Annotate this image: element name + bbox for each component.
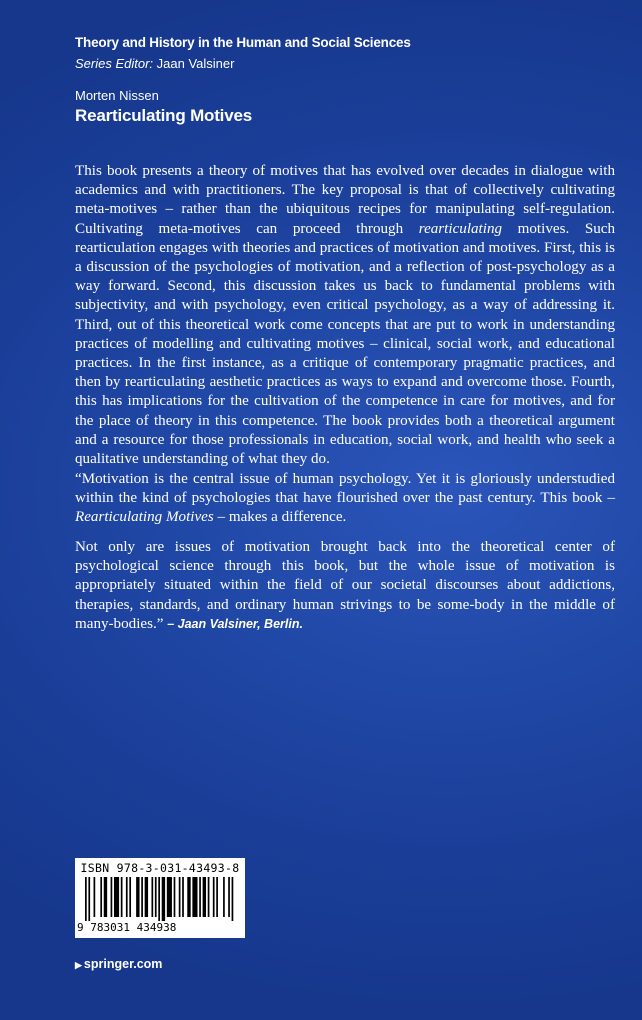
barcode-bar bbox=[151, 877, 153, 917]
barcode-bar bbox=[111, 877, 113, 917]
barcode-bar bbox=[121, 877, 123, 917]
barcode-bar bbox=[187, 877, 190, 917]
barcode-bar bbox=[167, 877, 172, 917]
book-description bbox=[75, 162, 615, 469]
barcode-bar bbox=[94, 877, 96, 917]
publisher-link[interactable] bbox=[75, 957, 162, 971]
barcode-bar bbox=[145, 877, 148, 917]
barcode-bar bbox=[100, 877, 102, 917]
barcode-bar bbox=[213, 877, 215, 917]
endorsement-quote-2 bbox=[75, 538, 615, 634]
barcode-bar bbox=[155, 877, 157, 917]
author-name: Morten Nissen bbox=[75, 88, 159, 103]
barcode-bar bbox=[223, 877, 225, 917]
barcode-bar bbox=[203, 877, 206, 917]
series-editor-label: Series Editor: bbox=[75, 56, 154, 71]
barcode-bars bbox=[85, 877, 235, 921]
blurb-part-1: This book presents a theory of motives that has evolved over decades in dialogue with academics and with practitioners. The key proposal is that of collectively cultivating meta-motives – rather than the ubiquitous recipes for manipulating self-regulation. Cultivating meta-motives can proceed through bbox=[75, 163, 615, 237]
barcode-bar bbox=[114, 877, 119, 917]
barcode-bar bbox=[129, 877, 131, 917]
barcode-bar bbox=[192, 877, 197, 917]
quote-p1-start: “Motivation is the central issue of human psychology. Yet it is gloriously understudied within the kind of psychologies that have flourished over the past century. This book – bbox=[75, 471, 615, 507]
barcode-bar bbox=[158, 877, 160, 921]
endorsement-quote-1 bbox=[75, 470, 615, 528]
barcode-bar bbox=[136, 877, 139, 917]
barcode-bar bbox=[141, 877, 143, 917]
barcode-bar bbox=[182, 877, 184, 917]
barcode-bar bbox=[104, 877, 107, 917]
quote-book-title: Rearticulating Motives bbox=[75, 509, 214, 526]
barcode-bar bbox=[216, 877, 218, 917]
barcode-bar bbox=[232, 877, 234, 921]
series-editor-name: Jaan Valsiner bbox=[153, 56, 235, 71]
barcode-bar bbox=[162, 877, 165, 921]
barcode-bar bbox=[179, 877, 181, 917]
book-title: Rearticulating Motives bbox=[75, 106, 252, 125]
blurb-emphasis: rearticulating bbox=[418, 220, 503, 237]
barcode-bar bbox=[126, 877, 128, 917]
barcode-bar bbox=[85, 877, 87, 921]
series-title: Theory and History in the Human and Social Sciences bbox=[75, 35, 411, 50]
quote-attribution: – Jaan Valsiner, Berlin. bbox=[167, 616, 303, 631]
isbn-label: ISBN 978-3-031-43493-8 bbox=[80, 861, 240, 875]
quote-p2: Not only are issues of motivation brought back into the theoretical center of psychological science through this book, but the whole issue of motivation is appropriately situated within the field of our societal discourses about addictions, therapies, standards, and ordinary human strivings to be some-body in the middle of many-bodies.” bbox=[75, 539, 615, 632]
isbn-barcode bbox=[75, 858, 245, 938]
publisher-url: springer.com bbox=[83, 957, 163, 971]
isbn-digits: 9 783031 434938 bbox=[77, 921, 177, 934]
barcode-bar bbox=[208, 877, 210, 917]
series-editor bbox=[75, 56, 234, 71]
arrow-icon: ▶ bbox=[75, 960, 82, 970]
barcode-bar bbox=[228, 877, 230, 917]
blurb-part-2: motives. Such rearticulation engages with theories and practices of motivation and motives. First, this is a discussion of the psychologies of motivation, and a reflection of post-psychology as a way forward. Second, this discussion takes us back to fundamental problems with subjectivity, and with psychology, even critical psychology, as a way of addressing it. Third, out of this theoretical work come concepts that are put to work in understanding practices of modelling and cultivating motives – clinical, social work, and educational practices. In the first instance, as a critique of contemporary pragmatic practices, and then by rearticulating aesthetic practices as ways to expand and overcome those. Fourth, this has implications for the cultivation of the competence in care for motives, and for the place of theory in this competence. The book provides both a theoretical argument and a resource for those professionals in education, social work, and health who seek a qualitative understanding of what they do. bbox=[75, 220, 616, 468]
barcode-bar bbox=[199, 877, 201, 917]
barcode-bar bbox=[88, 877, 90, 921]
quote-p1-end: – makes a difference. bbox=[213, 509, 347, 526]
barcode-bar bbox=[174, 877, 176, 917]
